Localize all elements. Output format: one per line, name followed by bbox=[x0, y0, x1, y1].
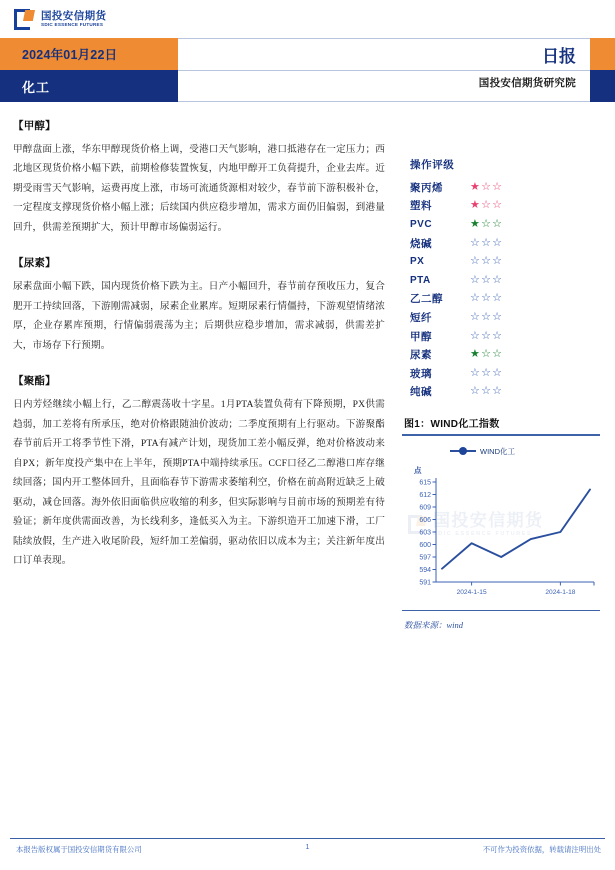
research-institute: 国投安信期货研究院 bbox=[478, 77, 576, 89]
footer-rule bbox=[10, 838, 605, 839]
logo-mark-icon bbox=[14, 9, 36, 30]
company-logo bbox=[14, 9, 106, 30]
star-empty-icon: ☆ bbox=[492, 366, 504, 379]
report-date: 2024年01月22日 bbox=[22, 48, 118, 62]
star-empty-icon: ☆ bbox=[481, 329, 493, 342]
svg-text:606: 606 bbox=[419, 516, 431, 524]
rating-stars bbox=[470, 200, 503, 211]
star-empty-icon: ☆ bbox=[492, 292, 504, 305]
rating-row bbox=[398, 290, 604, 309]
star-empty-icon: ☆ bbox=[492, 199, 504, 212]
logo-company-name-cn: 国投安信期货 bbox=[41, 10, 107, 23]
ratings-table bbox=[398, 178, 604, 401]
rating-row bbox=[398, 364, 604, 383]
star-empty-icon: ☆ bbox=[481, 180, 493, 193]
star-empty-icon: ☆ bbox=[481, 348, 493, 361]
star-empty-icon: ☆ bbox=[481, 292, 493, 305]
star-empty-icon: ☆ bbox=[470, 255, 482, 268]
wind-chemical-index-chart bbox=[402, 442, 600, 604]
star-filled-icon: ★ bbox=[470, 348, 482, 361]
header-title-panel bbox=[178, 38, 590, 102]
star-empty-icon: ☆ bbox=[492, 255, 504, 268]
star-filled-icon: ★ bbox=[470, 180, 482, 193]
content-area bbox=[0, 102, 615, 815]
svg-text:612: 612 bbox=[419, 491, 431, 499]
chart-panel bbox=[398, 415, 604, 631]
rating-row bbox=[398, 308, 604, 327]
rating-product-name: PX bbox=[410, 256, 425, 268]
svg-text:2024-1-18: 2024-1-18 bbox=[545, 588, 576, 596]
rating-stars bbox=[470, 275, 503, 286]
rating-stars bbox=[470, 219, 503, 230]
rating-product-name: 纯碱 bbox=[410, 387, 432, 399]
star-empty-icon: ☆ bbox=[492, 180, 504, 193]
section-body: 日内芳烃继续小幅上行，乙二醇震荡收十字星。1月PTA装置负荷有下降预期，PX供需趋弱，加工差将有所承压，绝对价格跟随油价波动；二季度预期有上行驱动。下游聚酯春节前后开工将季节性下滑，PTA有减产计划，现货加工差小幅反弹，绝对价格波动来自PX；新年度投产集中在上半年，预期PTA中端持续承压。CCF口径乙二醇港口库存继续回落；国内开工整体回升，且面临春节下游需求萎缩利空，价格在前高附近缺乏上破驱动，减仓回落。海外依旧面临供应收缩的利多，但实际影响与目前市场的预期差有待验证；新年度供需面改善，为长线利多，逢低买入为主。下游织造开工加速下滑，工厂陆续放假，生产进入收尾阶段，短纤加工差偏弱，驱动依旧以成本为主；关注新年度出口订单表现。 bbox=[13, 399, 385, 566]
star-empty-icon: ☆ bbox=[481, 273, 493, 286]
rating-row bbox=[398, 252, 604, 271]
rating-product-name: PTA bbox=[410, 274, 431, 286]
page-footer bbox=[0, 838, 615, 862]
svg-text:600: 600 bbox=[419, 541, 431, 549]
star-empty-icon: ☆ bbox=[481, 366, 493, 379]
rating-product-name: 短纤 bbox=[410, 312, 432, 324]
rating-stars bbox=[470, 182, 503, 193]
footer-disclaimer: 不可作为投资依据，转载请注明出处 bbox=[482, 845, 601, 855]
section-body: 甲醇盘面上涨，华东甲醇现货价格上调，受港口天气影响，港口抵港存在一定压力；西北地区现货价格小幅下跌，前期检修装置恢复，内地甲醇开工负荷提升，企业去库。近期受雨雪天气影响，运费再度上涨，市场可流通货源相对较少，春节前下游积极补仓，一定程度支撑现货价格小幅上涨；后续国内供应稳步增加，需求方面仍旧偏弱，到港量回升，供需差预期扩大，预计甲醇市场偏弱运行。 bbox=[13, 144, 385, 233]
section-title: 【聚酯】 bbox=[13, 376, 56, 388]
star-filled-icon: ★ bbox=[470, 199, 482, 212]
rating-row bbox=[398, 383, 604, 402]
rating-row bbox=[398, 271, 604, 290]
star-empty-icon: ☆ bbox=[470, 310, 482, 323]
star-empty-icon: ☆ bbox=[481, 199, 493, 212]
star-empty-icon: ☆ bbox=[492, 273, 504, 286]
rating-row bbox=[398, 215, 604, 234]
svg-text:603: 603 bbox=[419, 529, 431, 537]
rating-product-name: 甲醇 bbox=[410, 331, 432, 343]
rating-stars bbox=[470, 386, 503, 397]
legend-label: WIND化工 bbox=[480, 446, 515, 456]
rating-row bbox=[398, 327, 604, 346]
rating-product-name: 乙二醇 bbox=[410, 294, 443, 306]
star-empty-icon: ☆ bbox=[470, 292, 482, 305]
report-type: 日报 bbox=[542, 47, 576, 66]
svg-text:615: 615 bbox=[419, 479, 431, 487]
rating-stars bbox=[470, 238, 503, 249]
star-empty-icon: ☆ bbox=[492, 217, 504, 230]
star-filled-icon: ★ bbox=[470, 217, 482, 230]
chart-source: 数据来源：wind bbox=[404, 620, 464, 631]
svg-text:594: 594 bbox=[419, 566, 431, 574]
star-empty-icon: ☆ bbox=[492, 236, 504, 249]
rating-product-name: 聚丙烯 bbox=[410, 182, 443, 194]
rating-stars bbox=[470, 368, 503, 379]
article-column bbox=[13, 118, 385, 588]
star-empty-icon: ☆ bbox=[470, 273, 482, 286]
y-axis-unit-label: 点 bbox=[414, 465, 422, 475]
star-empty-icon: ☆ bbox=[470, 385, 482, 398]
watermark-name-cn: 国投安信期货 bbox=[433, 511, 544, 531]
rating-product-name: 玻璃 bbox=[410, 368, 432, 380]
rating-row bbox=[398, 197, 604, 216]
star-empty-icon: ☆ bbox=[481, 385, 493, 398]
rating-product-name: PVC bbox=[410, 218, 433, 230]
header-divider bbox=[178, 70, 590, 71]
rating-product-name: 烧碱 bbox=[410, 238, 432, 250]
star-empty-icon: ☆ bbox=[481, 217, 493, 230]
star-empty-icon: ☆ bbox=[470, 366, 482, 379]
sector-title: 化工 bbox=[22, 80, 51, 95]
star-empty-icon: ☆ bbox=[481, 255, 493, 268]
rating-stars bbox=[470, 349, 503, 360]
star-empty-icon: ☆ bbox=[492, 310, 504, 323]
footer-copyright: 本报告版权属于国投安信期货有限公司 bbox=[16, 845, 142, 855]
chart-caption: 图1：WIND化工指数 bbox=[404, 419, 500, 431]
chart-svg bbox=[402, 442, 600, 604]
star-empty-icon: ☆ bbox=[492, 385, 504, 398]
svg-text:591: 591 bbox=[419, 579, 431, 587]
rating-row bbox=[398, 234, 604, 253]
rating-product-name: 尿素 bbox=[410, 350, 432, 362]
star-empty-icon: ☆ bbox=[492, 329, 504, 342]
watermark-name-en: SDIC ESSENCE FUTURES bbox=[433, 531, 533, 538]
svg-text:609: 609 bbox=[419, 504, 431, 512]
svg-text:2024-1-15: 2024-1-15 bbox=[456, 588, 487, 596]
svg-text:597: 597 bbox=[419, 554, 431, 562]
star-empty-icon: ☆ bbox=[481, 310, 493, 323]
chart-top-rule bbox=[402, 434, 600, 436]
star-empty-icon: ☆ bbox=[492, 348, 504, 361]
rating-stars bbox=[470, 331, 503, 342]
chart-bottom-rule bbox=[402, 610, 600, 611]
section-body: 尿素盘面小幅下跌，国内现货价格下跌为主。日产小幅回升，春节前存预收压力，复合肥开工持续回落，下游刚需减弱，尿素企业累库。短期尿素行情僵持，下游观望情绪浓厚，企业存累库预期，行情偏弱震荡为主；后期供应稳步增加，需求减弱，供需差扩大，市场存下行预期。 bbox=[13, 281, 385, 351]
page-number: 1 bbox=[305, 844, 310, 852]
logo-company-name-en: SDIC ESSENCE FUTURES bbox=[41, 22, 104, 28]
section-title: 【甲醇】 bbox=[13, 121, 56, 132]
star-empty-icon: ☆ bbox=[470, 329, 482, 342]
rating-stars bbox=[470, 293, 503, 304]
star-empty-icon: ☆ bbox=[481, 236, 493, 249]
rating-row bbox=[398, 345, 604, 364]
ratings-title: 操作评级 bbox=[410, 160, 455, 171]
rating-stars bbox=[470, 256, 503, 267]
sidebar-column bbox=[398, 157, 604, 631]
rating-row bbox=[398, 178, 604, 197]
section-title: 【尿素】 bbox=[13, 258, 56, 270]
logo-bar bbox=[0, 0, 615, 38]
rating-product-name: 塑料 bbox=[410, 201, 432, 213]
star-empty-icon: ☆ bbox=[470, 236, 482, 249]
rating-stars bbox=[470, 312, 503, 323]
